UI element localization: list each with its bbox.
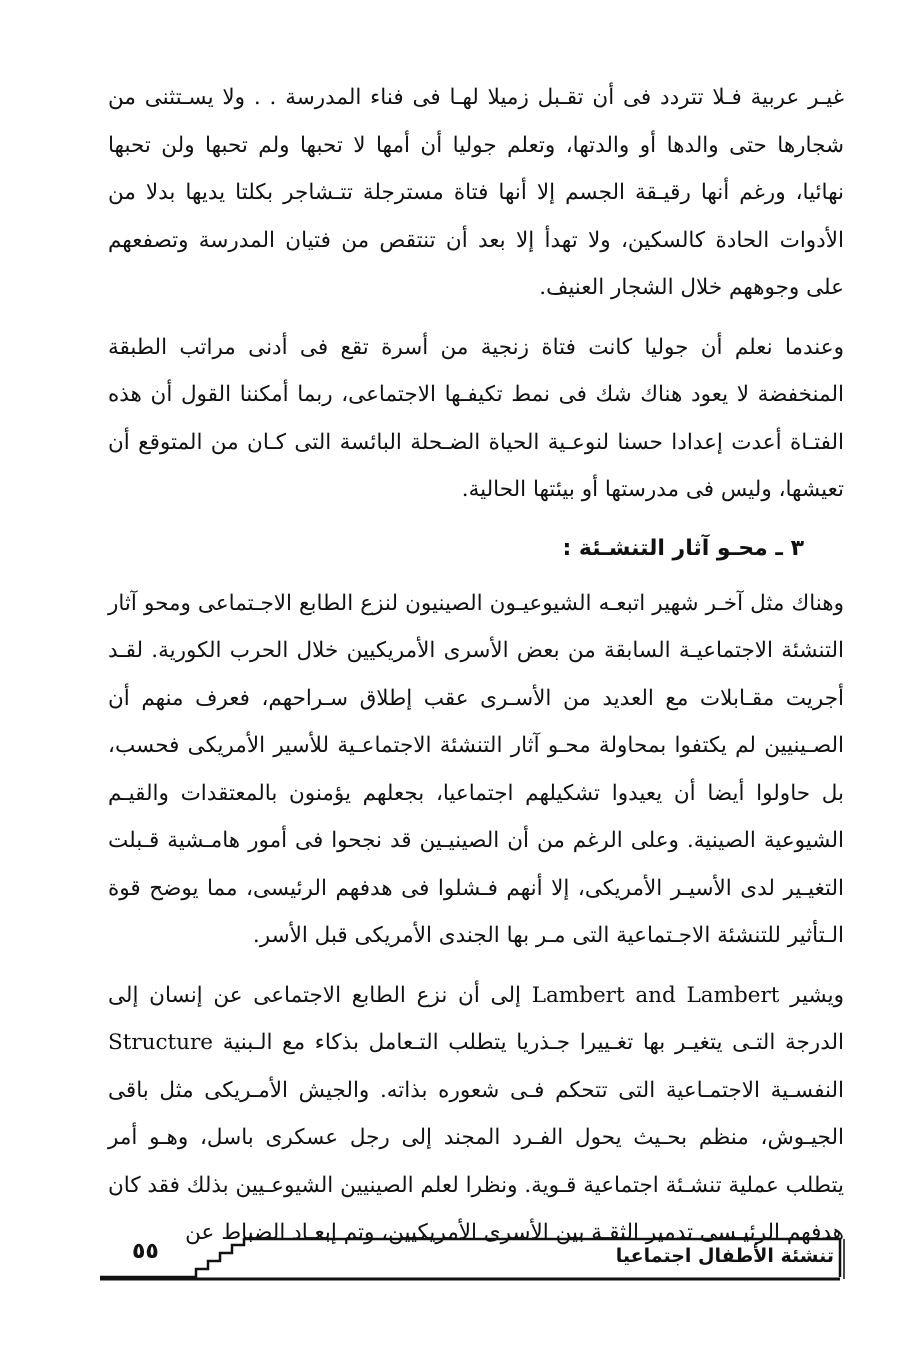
paragraph-1: غيـر عربية فـلا تتردد فى أن تقـبل زميلا لهـا فى فناء المدرسة . . ولا يسـتثنى من شجارها حتى والدها أو والدتها، وتعلم جوليا أن أمها لا تحبها ولم تحبها ولن تحبها نهائيا، ورغم أنها رقيـقة الجسم إلا أنها فتاة مسترجلة تتـشاجر بكلتا يديها بدلا من الأدوات الحادة كالسكين، ولا تهدأ إلا بعد أن تنتقص من فتيان المدرسة وتصفعهم على وجوههم خلال الشجار العنيف. bbox=[108, 85, 844, 300]
section-heading: ٣ ـ محـو آثار التنشـئة : bbox=[562, 535, 804, 561]
book-title: تنشئة الأطفال اجتماعيا bbox=[615, 1245, 834, 1267]
page-number: ٥٥ bbox=[132, 1239, 159, 1264]
page-body bbox=[108, 74, 844, 1269]
paragraph-4: ويشير Lambert and Lambert إلى أن نزع الطابع الاجتماعى عن إنسان إلى الدرجة التـى يتغيـر بها تغـييرا جـذريا يتطلب التـعامل بذكاء مع الـبنية Structure النفسـية الاجتمـاعية التى تتحكم فـى شعوره بذاته. والجيش الأمـريكى مثل باقى الجيـوش، منظم بحـيث يحول الفـرد المجند إلى رجل عسكرى باسل، وهـو أمر يتطلب عملية تنشـئة اجتماعية قـوية. ونظرا لعلم الصينيين الشيوعـيين بذلك فقد كان هدفهم الرئيـسى تدمير الثقـة بين الأسرى الأمريكيين، وتم إبعـاد الضباط عن bbox=[108, 982, 844, 1245]
paragraph-2: وعندما نعلم أن جوليا كانت فتاة زنجية من أسرة تقع فى أدنى مراتب الطبقة المنخفضة لا يعود هناك شك فى نمط تكيفـها الاجتماعى، ربما أمكننا القول أن هذه الفتـاة أعدت إعدادا حسنا لنوعـية الحياة الضـحلة البائسة التى كـان من المتوقع أن تعيشها، وليس فى مدرستها أو بيئتها الحالية. bbox=[108, 334, 844, 502]
page-footer bbox=[98, 1233, 848, 1283]
paragraph-3: وهناك مثل آخـر شهير اتبعـه الشيوعيـون الصينيون لنزع الطابع الاجـتماعى ومحو آثار التنشئة الاجتماعيـة السابقة من بعض الأسرى الأمريكيين خلال الحرب الكورية. لقـد أجريت مقـابلات مع العديد من الأسـرى عقب إطلاق سـراحهم، فعرف منهم أن الصـينيين لم يكتفوا بمحاولة محـو آثار التنشئة الاجتماعـية للأسير الأمريكى فحسب، بل حاولوا أيضا أن يعيدوا تشكيلهم اجتماعيا، بجعلهم يؤمنون بالمعتقدات والقيـم الشيوعية الصينية. وعلى الرغم من أن الصينيـين قد نجحوا فى أمور هامـشية قـبلت التغيـير لدى الأسيـر الأمريكى، إلا أنهم فـشلوا فى هدفهم الرئيسى، مما يوضح قوة الـتأثير للتنشئة الاجـتماعية التى مـر بها الجندى الأمريكى قبل الأسر. bbox=[108, 590, 844, 948]
